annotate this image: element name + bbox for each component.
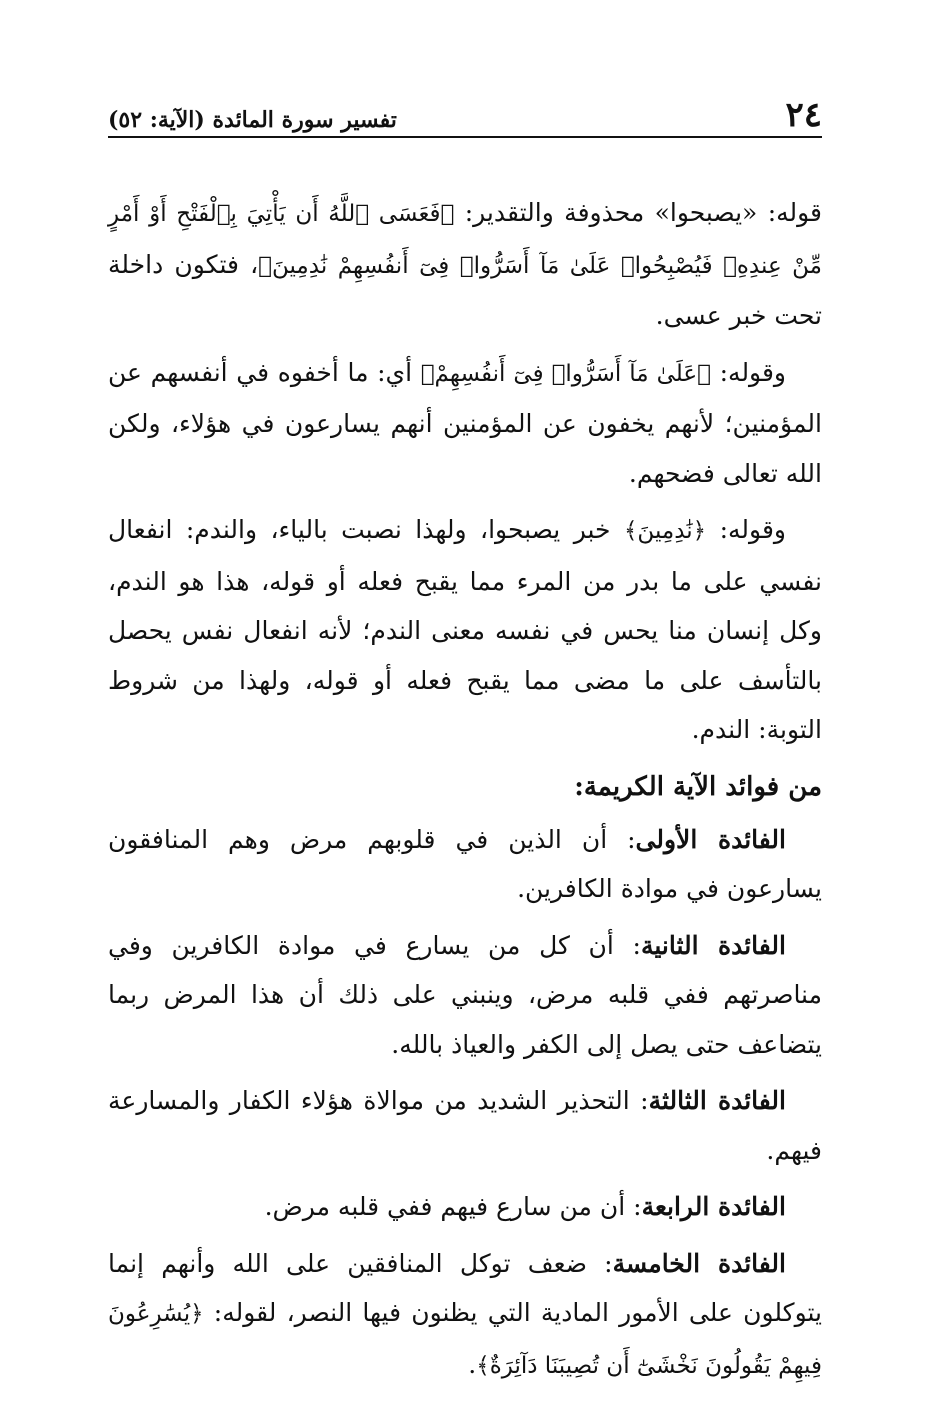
quran-verse: ﴿نَٰدِمِينَ﴾ — [623, 518, 707, 544]
paragraph-1: قوله: «يصبحوا» محذوفة والتقدير: ﴿فَعَسَى ٱللَّهُ أَن يَأْتِيَ بِٱلْفَتْحِ أَوْ أَمْرٍ مِّنْ عِندِهِۦ فَيُصْبِحُوا۟ عَلَىٰ مَآ أَسَرُّوا۟ فِىٓ أَنفُسِهِمْ نَٰدِمِينَ﴾، فتكون داخلة تحت خبر عسى. — [108, 198, 823, 330]
running-title: تفسير سورة المائدة (الآية: ٥٢) — [108, 107, 397, 133]
quran-verse: ﴿يُسَٰرِعُونَ فِيهِمْ يَقُولُونَ نَخْشَىٰٓ أَن تُصِيبَنَا دَآئِرَةٌ﴾ — [108, 1301, 822, 1379]
benefit-3: الفائدة الثالثة: التحذير الشديد من موالاة هؤلاء الكفار والمسارعة فيهم. — [108, 1086, 822, 1165]
benefit-label: الفائدة الثالثة — [648, 1086, 786, 1115]
benefits-heading: من فوائد الآية الكريمة: — [574, 771, 822, 802]
benefit-2: الفائدة الثانية: أن كل من يسارع في موادة الكافرين وفي مناصرتهم ففي قلبه مرض، وينبني على ذلك أن هذا المرض ربما يتضاعف حتى يصل إلى الكفر والعياذ بالله. — [108, 930, 822, 1059]
benefit-label: الفائدة الرابعة — [641, 1192, 786, 1221]
benefit-label: الفائدة الثانية — [640, 930, 786, 960]
quran-verse: ﴿عَلَىٰ مَآ أَسَرُّوا۟ فِىٓ أَنفُسِهِمْ﴾ — [420, 360, 711, 387]
benefit-label: الفائدة الأولى — [635, 824, 786, 854]
benefit-label: الفائدة الخامسة — [612, 1248, 786, 1278]
book-page — [108, 95, 823, 1379]
page-body — [108, 138, 822, 1391]
benefit-4: الفائدة الرابعة: أن من سارع فيهم ففي قلبه مرض. — [264, 1192, 786, 1221]
quran-verse: ﴿فَعَسَى ٱللَّهُ أَن يَأْتِيَ بِٱلْفَتْحِ أَوْ أَمْرٍ مِّنْ عِندِهِۦ فَيُصْبِحُوا۟ عَلَىٰ مَآ أَسَرُّوا۟ فِىٓ أَنفُسِهِمْ نَٰدِمِينَ﴾ — [108, 201, 823, 279]
benefit-1: الفائدة الأولى: أن الذين في قلوبهم مرض وهم المنافقون يسارعون في موادة الكافرين. — [108, 824, 822, 903]
benefit-5: الفائدة الخامسة: ضعف توكل المنافقين على الله وأنهم إنما يتوكلون على الأمور المادية التي يظنون فيها النصر، لقوله: ﴿يُسَٰرِعُونَ فِيهِمْ يَقُولُونَ نَخْشَىٰٓ أَن تُصِيبَنَا دَآئِرَةٌ﴾. — [108, 1248, 822, 1379]
page-header — [108, 96, 822, 138]
paragraph-3: وقوله: ﴿نَٰدِمِينَ﴾ خبر يصبحوا، ولهذا نصبت بالياء، والندم: انفعال نفسي على ما بدر من المرء مما يقبح فعله أو قوله، هذا هو الندم، وكل إنسان منا يحس في نفسه معنى الندم؛ لأنه انفعال نفس يحصل بالتأسف على ما مضى مما يقبح فعله أو قوله، ولهذا من شروط التوبة: الندم. — [108, 515, 822, 744]
page-number: ٢٤ — [785, 95, 822, 135]
paragraph-2: وقوله: ﴿عَلَىٰ مَآ أَسَرُّوا۟ فِىٓ أَنفُسِهِمْ﴾ أي: ما أخفوه في أنفسهم عن المؤمنين؛ لأنهم يخفون عن المؤمنين أنهم يسارعون في هؤلاء، ولكن الله تعالى فضحهم. — [108, 357, 822, 488]
